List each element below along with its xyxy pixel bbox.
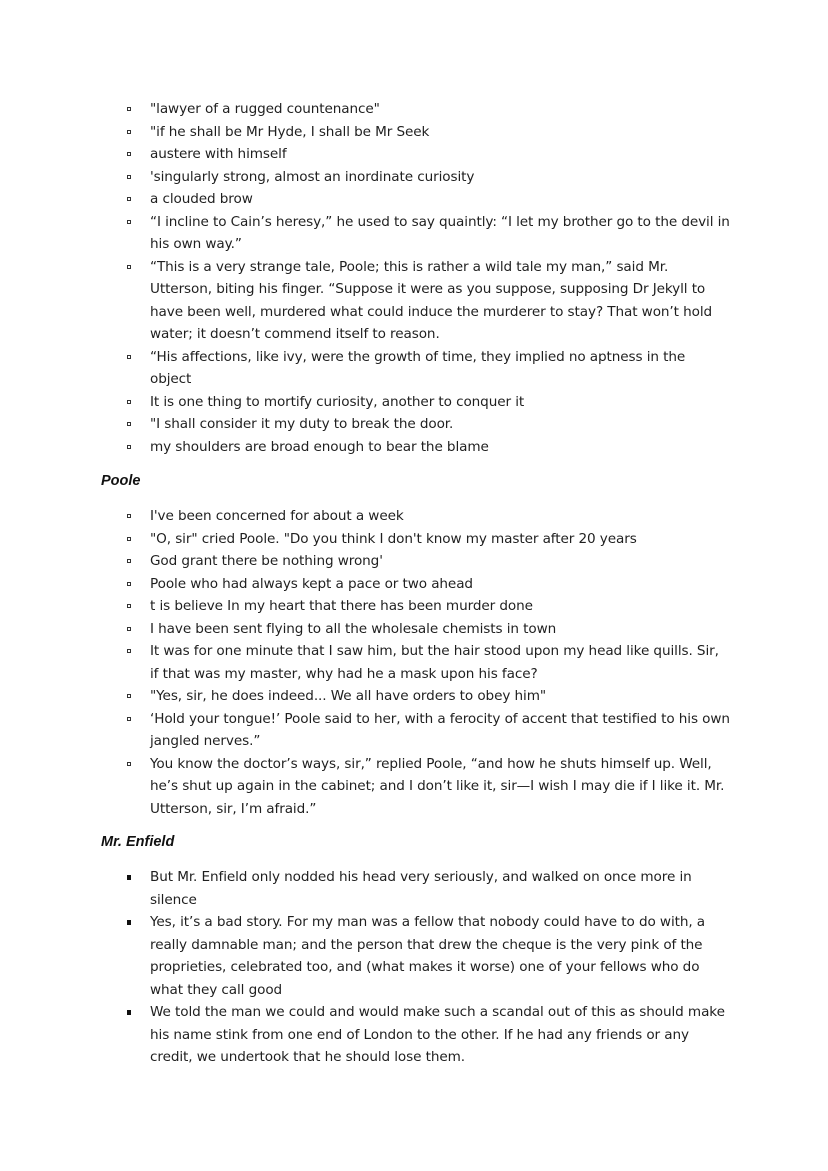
hollow-square-bullet-icon xyxy=(127,220,131,224)
list-item xyxy=(0,866,730,911)
list-item xyxy=(0,166,730,189)
list-item xyxy=(0,753,730,821)
hollow-square-bullet-icon xyxy=(127,514,131,518)
quote-text: It was for one minute that I saw him, but the hair stood upon my head like quills. Sir, if that was my master, why had he a mask upon his face? xyxy=(150,643,719,682)
list-item xyxy=(0,98,730,121)
hollow-square-bullet-icon xyxy=(127,355,131,359)
hollow-square-bullet-icon xyxy=(127,762,131,766)
hollow-square-bullet-icon xyxy=(127,400,131,404)
quote-text: "lawyer of a rugged countenance" xyxy=(150,101,380,117)
quote-text: I've been concerned for about a week xyxy=(150,508,404,524)
hollow-square-bullet-icon xyxy=(127,559,131,563)
list-item xyxy=(0,436,730,459)
quote-text: But Mr. Enfield only nodded his head very seriously, and walked on once more in silence xyxy=(150,869,692,908)
quote-text: "Yes, sir, he does indeed... We all have orders to obey him" xyxy=(150,688,546,704)
hollow-square-bullet-icon xyxy=(127,582,131,586)
quote-text: “I incline to Cain’s heresy,” he used to say quaintly: “I let my brother go to the devil in his own way.” xyxy=(150,213,730,252)
list-item xyxy=(0,911,730,1001)
list-item xyxy=(0,595,730,618)
quote-text: a clouded brow xyxy=(150,191,253,207)
quote-text: It is one thing to mortify curiosity, another to conquer it xyxy=(150,393,525,410)
hollow-square-bullet-icon xyxy=(127,604,131,608)
hollow-square-bullet-icon xyxy=(127,717,131,721)
utterson-quotes-list xyxy=(0,98,828,458)
list-item xyxy=(0,573,730,596)
quote-text: “This is a very strange tale, Poole; this is rather a wild tale my man,” said Mr. Utterson, biting his finger. “Suppose it were as you suppose, supposing Dr Jekyll to have been well, murdered what could induce the murderer to stay? That won’t hold water; it doesn’t commend itself to reason. xyxy=(150,258,713,342)
quote-text: "I shall consider it my duty to break the door. xyxy=(150,416,454,432)
hollow-square-bullet-icon xyxy=(127,175,131,179)
poole-quotes-list xyxy=(0,505,828,820)
list-item xyxy=(0,550,730,573)
hollow-square-bullet-icon xyxy=(127,107,131,111)
list-item xyxy=(0,528,730,551)
section-heading-enfield: Mr. Enfield xyxy=(101,834,175,850)
list-item xyxy=(0,505,730,528)
quote-text: my shoulders are broad enough to bear the blame xyxy=(150,438,489,455)
quote-text: ‘Hold your tongue!’ Poole said to her, with a ferocity of accent that testified to his own jangled nerves.” xyxy=(150,710,730,749)
list-item xyxy=(0,121,730,144)
quote-text: You know the doctor’s ways, sir,” replied Poole, “and how he shuts himself up. Well, he’s shut up again in the cabinet; and I don’t like it, sir—I wish I may die if I like it. Mr. Utterson, sir, I’m afraid.” xyxy=(150,755,725,817)
hollow-square-bullet-icon xyxy=(127,627,131,631)
quote-text: Yes, it’s a bad story. For my man was a fellow that nobody could have to do with, a really damnable man; and the person that drew the cheque is the very pink of the proprieties, celebrated too, and (what makes it worse) one of your fellows who do what they call good xyxy=(150,914,706,998)
list-item xyxy=(0,188,730,211)
list-item xyxy=(0,211,730,256)
filled-square-bullet-icon xyxy=(127,920,131,925)
list-item xyxy=(0,143,730,166)
quote-text: "O, sir" cried Poole. "Do you think I don't know my master after 20 years xyxy=(150,530,637,547)
hollow-square-bullet-icon xyxy=(127,537,131,541)
quote-text: I have been sent flying to all the wholesale chemists in town xyxy=(150,620,557,637)
list-item xyxy=(0,256,730,346)
hollow-square-bullet-icon xyxy=(127,197,131,201)
quote-text: We told the man we could and would make such a scandal out of this as should make his name stink from one end of London to the other. If he had any friends or any credit, we undertook that he should lose them. xyxy=(150,1004,725,1065)
quote-text: Poole who had always kept a pace or two ahead xyxy=(150,575,473,592)
quote-text: “His affections, like ivy, were the growth of time, they implied no aptness in the object xyxy=(150,348,686,387)
hollow-square-bullet-icon xyxy=(127,422,131,426)
section-heading-poole: Poole xyxy=(101,473,141,489)
list-item xyxy=(0,640,730,685)
quote-text: t is believe In my heart that there has been murder done xyxy=(150,598,533,614)
quote-text: austere with himself xyxy=(150,146,287,162)
hollow-square-bullet-icon xyxy=(127,265,131,269)
quote-text: "if he shall be Mr Hyde, I shall be Mr Seek xyxy=(150,123,430,140)
hollow-square-bullet-icon xyxy=(127,649,131,653)
list-item xyxy=(0,618,730,641)
hollow-square-bullet-icon xyxy=(127,130,131,134)
filled-square-bullet-icon xyxy=(127,1010,131,1015)
hollow-square-bullet-icon xyxy=(127,694,131,698)
list-item xyxy=(0,708,730,753)
list-item xyxy=(0,413,730,436)
list-item xyxy=(0,1001,730,1069)
hollow-square-bullet-icon xyxy=(127,445,131,449)
list-item xyxy=(0,391,730,414)
list-item xyxy=(0,685,730,708)
quote-text: 'singularly strong, almost an inordinate curiosity xyxy=(150,168,475,185)
quote-text: God grant there be nothing wrong' xyxy=(150,553,383,569)
filled-square-bullet-icon xyxy=(127,875,131,880)
hollow-square-bullet-icon xyxy=(127,152,131,156)
list-item xyxy=(0,346,730,391)
enfield-quotes-list xyxy=(0,866,828,1069)
